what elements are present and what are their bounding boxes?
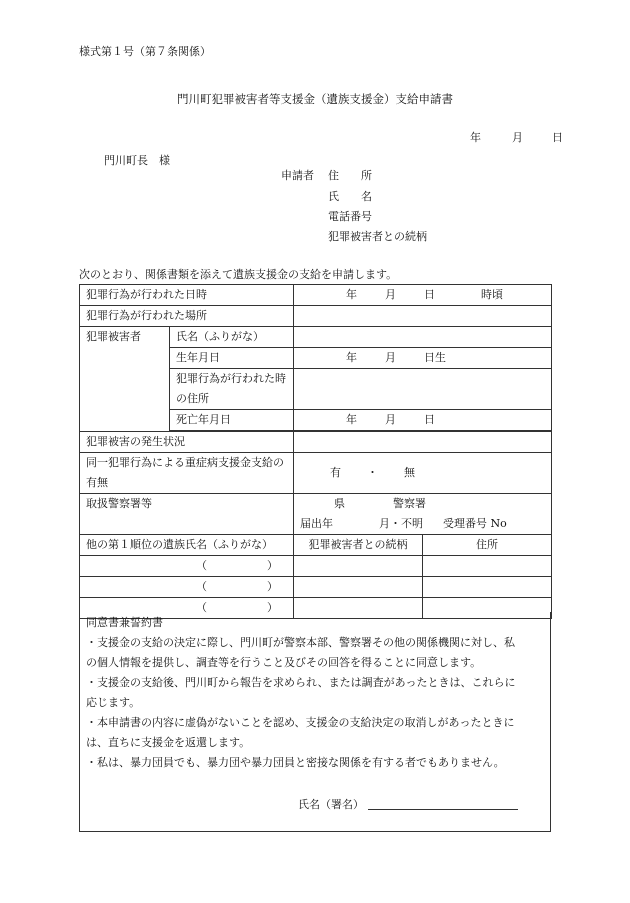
form-number: 様式第１号（第７条関係） [79, 45, 211, 58]
addressee: 門川町長 様 [104, 154, 170, 167]
day-label: 日生 [424, 351, 446, 364]
table-row [80, 306, 552, 327]
application-table [79, 284, 552, 619]
day-label: 日 [424, 413, 435, 426]
report-year-label: 届出年 [300, 517, 333, 530]
yes-option[interactable]: 有 [330, 466, 341, 479]
situation-field[interactable] [294, 432, 552, 453]
paren-open: （ [196, 601, 207, 614]
table-row [80, 285, 552, 306]
separator: ・ [367, 466, 378, 479]
application-date [470, 129, 563, 145]
victim-name-field[interactable] [294, 327, 552, 348]
table-row [80, 327, 552, 348]
hour-label: 時頃 [481, 288, 503, 301]
heir-relation-field[interactable] [294, 556, 423, 577]
receipt-number-label: 受理番号 No [443, 517, 507, 530]
consent-section [79, 612, 551, 832]
serious-injury-label: 同一犯罪行為による重症病支援金支給の有無 [80, 453, 294, 494]
victim-name-label: 氏名（ふりがな） [170, 327, 294, 348]
victim-address-label: 犯罪行為が行われた時の住所 [170, 369, 294, 410]
month-label: 月 [512, 131, 523, 144]
year-label: 年 [346, 351, 357, 364]
table-row [80, 535, 552, 556]
month-label: 月 [385, 413, 396, 426]
police-label: 取扱警察署等 [80, 494, 294, 535]
consent-line: 応じます。 [86, 696, 141, 709]
day-label: 日 [552, 131, 563, 144]
heir-relation-field[interactable] [294, 577, 423, 598]
no-option[interactable]: 無 [404, 466, 415, 479]
year-label: 年 [346, 288, 357, 301]
heirs-address-header: 住所 [423, 535, 552, 556]
consent-line: ・私は、暴力団員でも、暴力団や暴力団員と密接な関係を有する者でもありません。 [86, 756, 505, 769]
victim-birth-label: 生年月日 [170, 348, 294, 369]
consent-line: ・本申請書の内容に虚偽がないことを認め、支援金の支給決定の取消しがあったときに [86, 716, 515, 729]
signature-line[interactable] [368, 809, 518, 810]
situation-label: 犯罪被害の発生状況 [80, 432, 294, 453]
heir-address-field[interactable] [423, 556, 552, 577]
consent-line: の個人情報を提供し、調査等を行うこと及びその回答を得ることに同意します。 [86, 656, 482, 669]
table-row [80, 577, 552, 598]
table-row [80, 494, 552, 535]
heir-address-field[interactable] [423, 577, 552, 598]
intro-text: 次のとおり、関係書類を添えて遺族支援金の支給を申請します。 [79, 268, 398, 281]
station-label: 警察署 [393, 497, 426, 510]
applicant-label: 申請者 [281, 169, 314, 182]
table-row [80, 556, 552, 577]
victim-label: 犯罪被害者 [80, 327, 170, 432]
serious-injury-choice[interactable] [294, 453, 552, 494]
consent-title: 同意書兼誓約書 [86, 616, 163, 629]
applicant-phone-label: 電話番号 [328, 210, 372, 223]
month-label: 月 [385, 351, 396, 364]
day-label: 日 [424, 288, 435, 301]
signature-label: 氏名（署名） [298, 798, 364, 811]
victim-birth-field[interactable] [294, 348, 552, 369]
applicant-relation-label: 犯罪被害者との続柄 [328, 230, 427, 243]
crime-datetime-field[interactable] [294, 285, 552, 306]
heir-name-field[interactable] [80, 556, 294, 577]
police-field[interactable] [294, 494, 552, 535]
table-row [80, 432, 552, 453]
document-title: 門川町犯罪被害者等支援金（遺族支援金）支給申請書 [177, 92, 453, 106]
consent-line: ・支援金の支給後、門川町から報告を求められ、または調査があったときは、これらに [86, 676, 516, 689]
year-label: 年 [470, 131, 481, 144]
month-unknown-label: 月・不明 [379, 517, 423, 530]
consent-line: ・支援金の支給の決定に際し、門川町が警察本部、警察署その他の関係機関に対し、私 [86, 636, 515, 649]
victim-death-label: 死亡年月日 [170, 410, 294, 431]
crime-place-field[interactable] [294, 306, 552, 327]
applicant-address-label: 住 所 [328, 169, 372, 182]
crime-place-label: 犯罪行為が行われた場所 [80, 306, 294, 327]
paren-close: ） [267, 559, 278, 572]
consent-line: は、直ちに支援金を返還します。 [86, 736, 251, 749]
heir-name-field[interactable] [80, 577, 294, 598]
year-label: 年 [346, 413, 357, 426]
heirs-relation-header: 犯罪被害者との続柄 [294, 535, 423, 556]
victim-death-field[interactable] [294, 410, 552, 431]
heirs-name-header: 他の第１順位の遺族氏名（ふりがな） [80, 535, 294, 556]
month-label: 月 [385, 288, 396, 301]
paren-close: ） [267, 601, 278, 614]
crime-datetime-label: 犯罪行為が行われた日時 [80, 285, 294, 306]
paren-open: （ [196, 559, 207, 572]
paren-open: （ [196, 580, 207, 593]
applicant-name-label: 氏 名 [328, 190, 372, 203]
victim-address-field[interactable] [294, 369, 552, 410]
table-row [80, 453, 552, 494]
paren-close: ） [267, 580, 278, 593]
prefecture-label: 県 [334, 497, 345, 510]
